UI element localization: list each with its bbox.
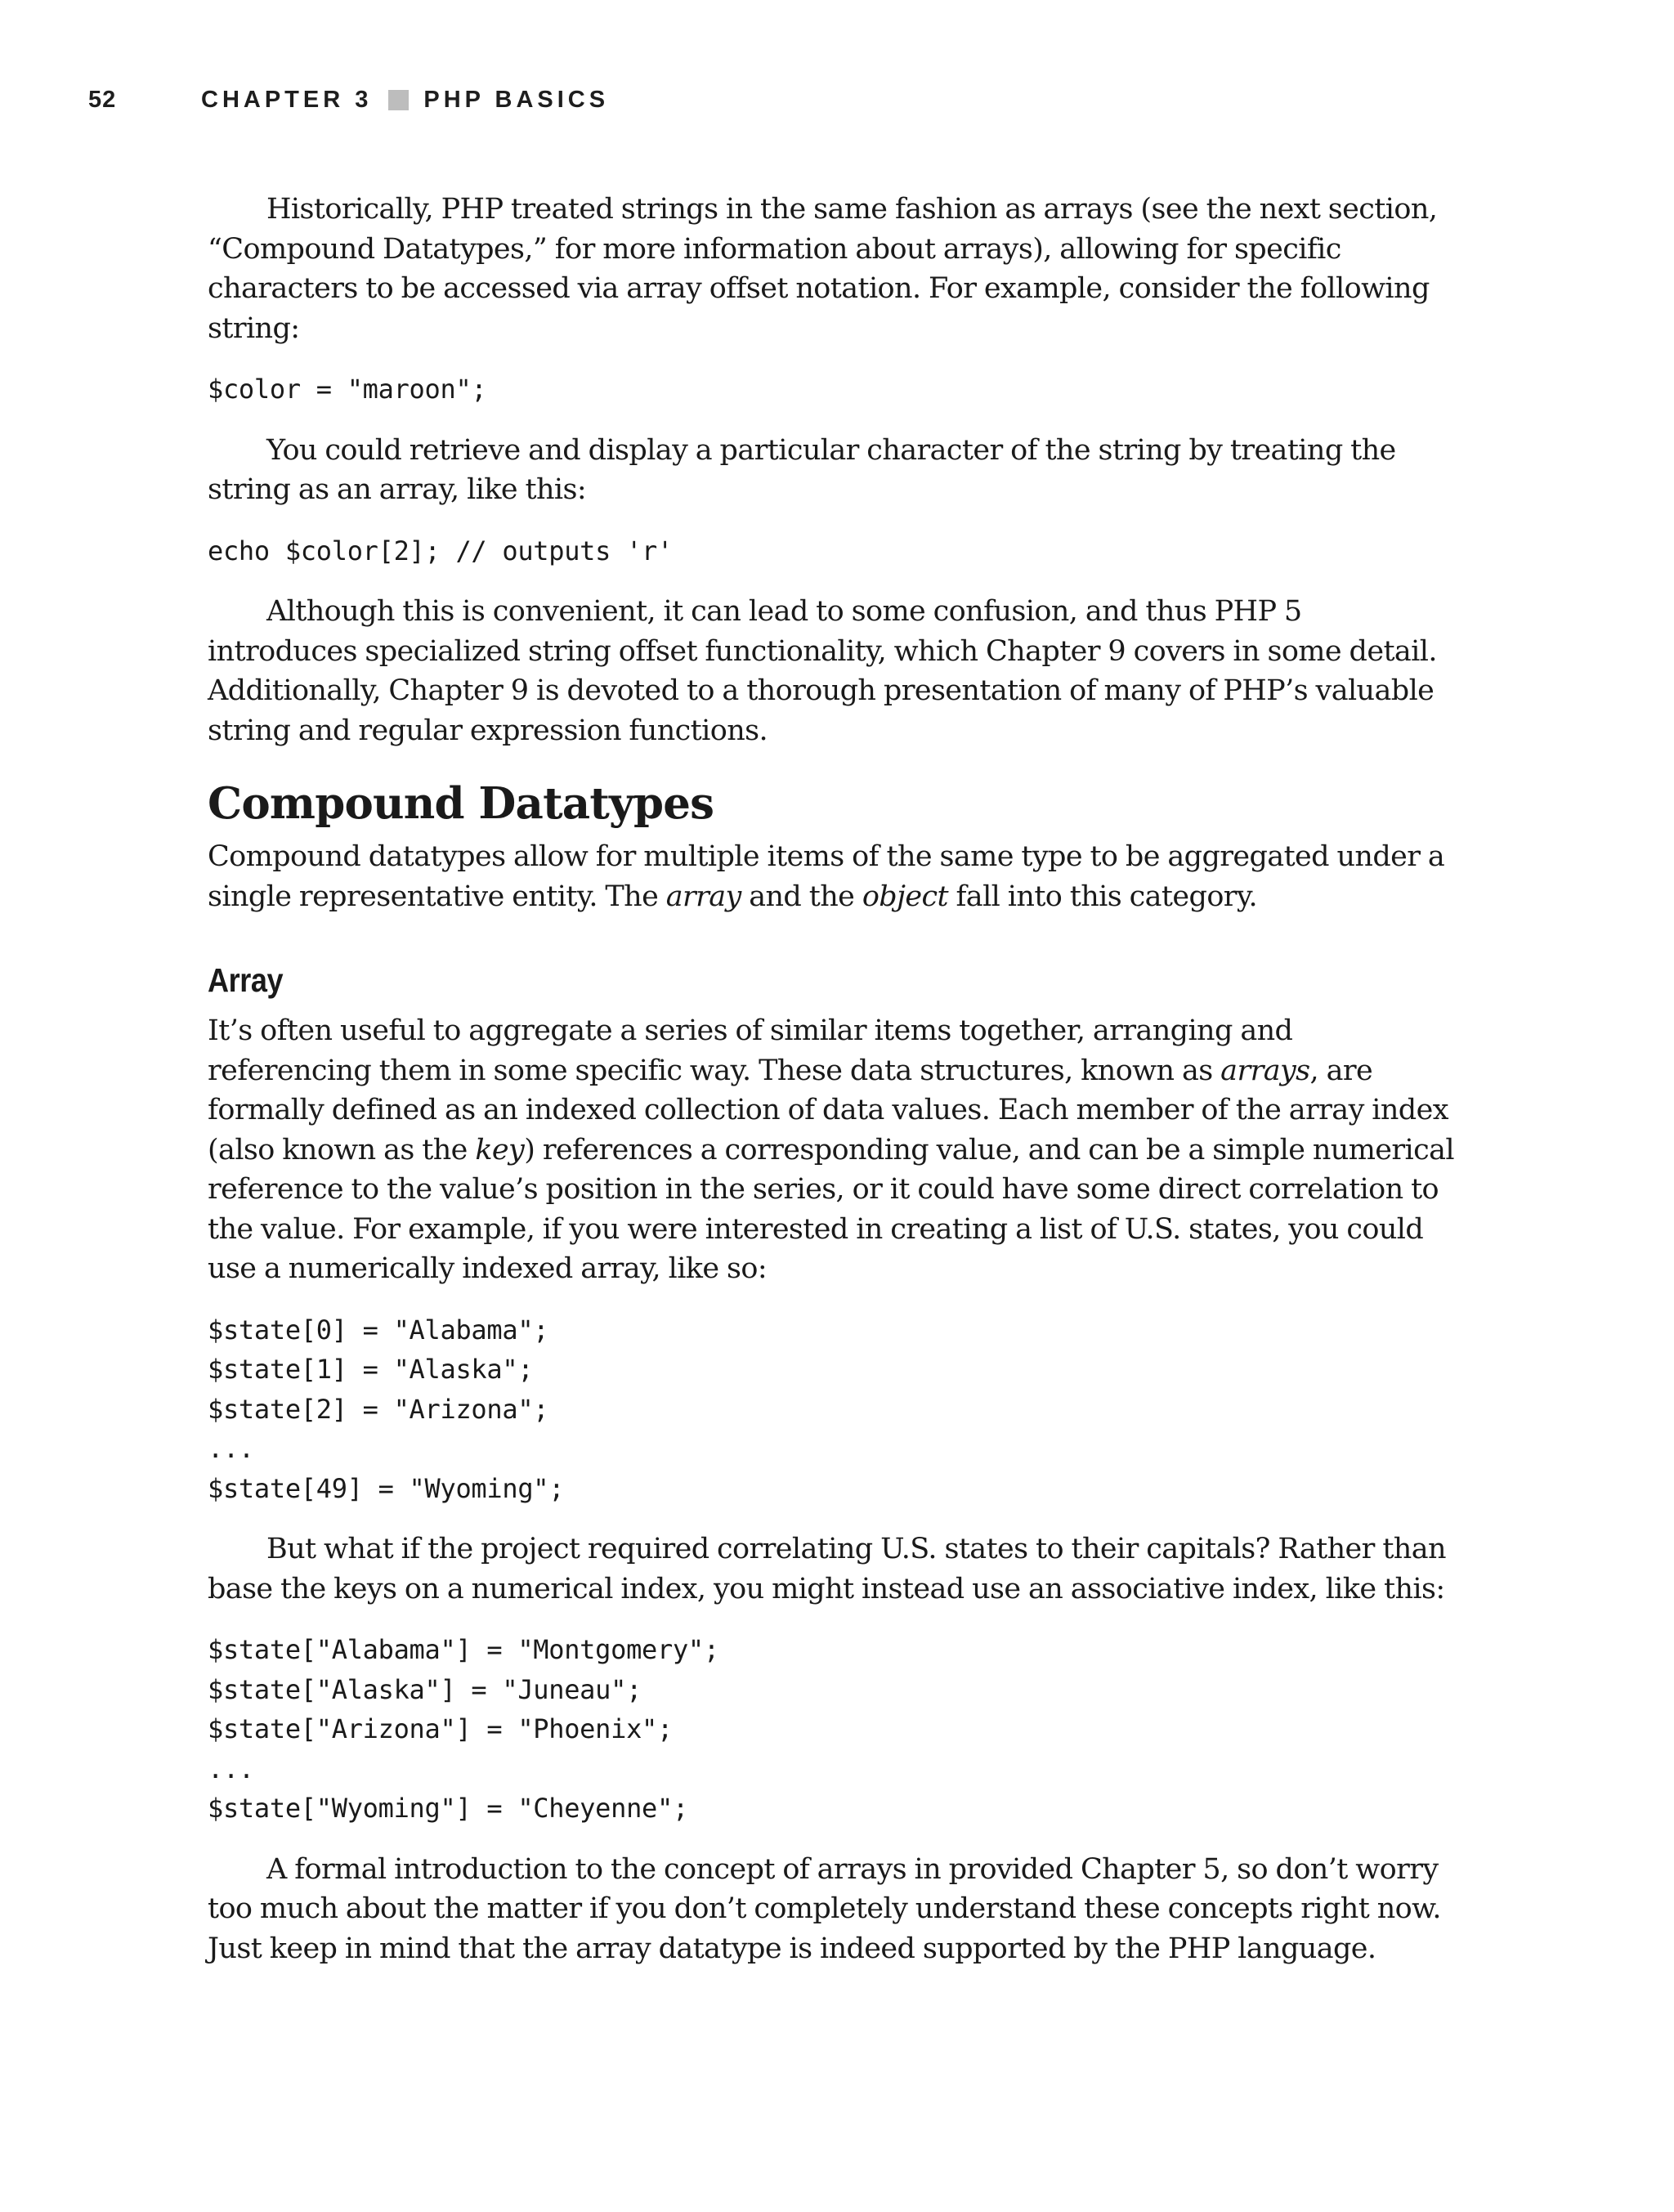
paragraph-array-definition: It’s often useful to aggregate a series of similar items together, arranging and referencing them in some specific way. These data structures, known as arrays, are formally defined as an indexed collection of data values. Each member of the array index (also known as the key) references a corresponding value, and can be a simple numerical reference to the value’s position in the series, or it could have some direct correlation to the value. For example, if you were interested in creating a list of U.S. states, you could use a numerically indexed array, like so:	[208, 1014, 1455, 1285]
page-body	[208, 190, 1458, 1968]
chapter-title: PHP BASICS	[423, 86, 610, 113]
subsection-heading-array: Array	[208, 961, 284, 999]
chapter-label: CHAPTER 3	[201, 86, 373, 113]
term-object: object	[862, 880, 948, 913]
section-heading-compound-datatypes: Compound Datatypes	[208, 778, 714, 829]
running-head	[88, 83, 1511, 116]
term-arrays: arrays	[1220, 1054, 1310, 1087]
page-number: 52	[88, 86, 117, 113]
paragraph-string-offset-functionality: Although this is convenient, it can lead to some confusion, and thus PHP 5 introduces specialized string offset functionality, which Chapter 9 covers in some detail. Additionally, Chapter 9 is devoted to a thorough presentation of many of PHP’s valuable string and regular expression functions.	[208, 595, 1437, 747]
paragraph-strings-history: Historically, PHP treated strings in the same fashion as arrays (see the next section, “Compound Datatypes,” for more information about arrays), allowing for specific characters to be accessed via array offset notation. For example, consider the following string:	[208, 193, 1438, 345]
code-associative-array: $state["Alabama"] = "Montgomery"; $state["Alaska"] = "Juneau"; $state["Arizona"] = "Phoenix"; ... $state["Wyoming"] = "Cheyenne";	[208, 1634, 719, 1824]
code-color-string: $color = "maroon";	[208, 374, 487, 405]
paragraph-arrays-chapter-reference: A formal introduction to the concept of arrays in provided Chapter 5, so don’t worry too much about the matter if you don’t completely understand these concepts right now. Just keep in mind that the array datatype is indeed supported by the PHP language.	[208, 1852, 1441, 1965]
square-separator-icon	[388, 90, 409, 110]
term-array: array	[665, 880, 741, 913]
code-numeric-array: $state[0] = "Alabama"; $state[1] = "Alaska"; $state[2] = "Arizona"; ... $state[49] = "Wyoming";	[208, 1314, 565, 1504]
code-echo-offset: echo $color[2]; // outputs 'r'	[208, 535, 673, 566]
paragraph-compound-intro: Compound datatypes allow for multiple items of the same type to be aggregated under a single representative entity. The array and the object fall into this category.	[208, 840, 1445, 913]
paragraph-retrieve-character: You could retrieve and display a particular character of the string by treating the string as an array, like this:	[208, 433, 1396, 506]
term-key: key	[475, 1133, 525, 1166]
paragraph-associative-question: But what if the project required correlating U.S. states to their capitals? Rather than base the keys on a numerical index, you might instead use an associative index, like this:	[208, 1533, 1446, 1605]
